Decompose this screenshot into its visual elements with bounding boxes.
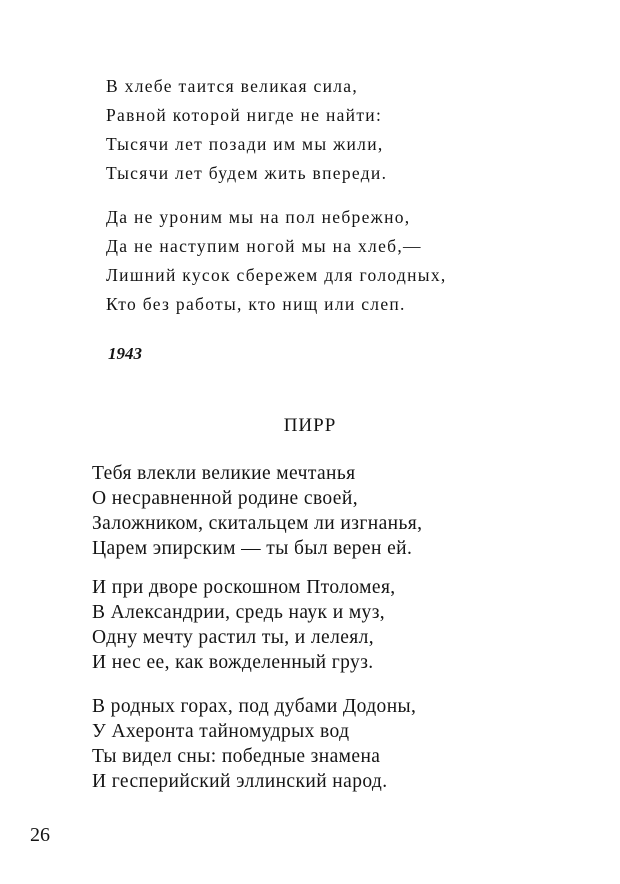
verse-line: Ты видел сны: победные знамена bbox=[92, 746, 381, 767]
verse-line: В хлебе таится великая сила, bbox=[106, 76, 359, 96]
verse-line: Тебя влекли великие мечтанья bbox=[92, 463, 356, 484]
verse-line: Лишний кусок сбережем для голодных, bbox=[106, 265, 447, 285]
verse-line: Одну мечту растил ты, и лелеял, bbox=[92, 627, 375, 648]
verse-line: Равной которой нигде не найти: bbox=[106, 105, 383, 125]
verse-line: И при дворе роскошном Птоломея, bbox=[92, 577, 396, 598]
verse-line: Тысячи лет позади им мы жили, bbox=[106, 134, 384, 154]
poem2-stanza-2 bbox=[92, 575, 396, 675]
verse-line: Заложником, скитальцем ли изгнанья, bbox=[92, 513, 423, 534]
verse-line: О несравненной родине своей, bbox=[92, 488, 358, 509]
verse-line: В родных горах, под дубами Додоны, bbox=[92, 696, 417, 717]
verse-line: Царем эпирским — ты был верен ей. bbox=[92, 538, 413, 559]
verse-line: Да не уроним мы на пол небрежно, bbox=[106, 207, 411, 227]
poem2-stanza-1 bbox=[92, 461, 422, 561]
verse-line: Тысячи лет будем жить впереди. bbox=[106, 163, 388, 183]
verse-line: И нес ее, как вожделенный груз. bbox=[92, 652, 374, 673]
page-number: 26 bbox=[30, 824, 50, 846]
poem2-stanza-3 bbox=[92, 694, 416, 794]
poem1-stanza-1 bbox=[106, 72, 387, 188]
poem2-title: ПИРР bbox=[283, 415, 337, 436]
verse-line: Кто без работы, кто нищ или слеп. bbox=[106, 294, 406, 314]
verse-line: И гесперийский эллинский народ. bbox=[92, 771, 388, 792]
verse-line: Да не наступим ногой мы на хлеб,— bbox=[106, 236, 422, 256]
poem1-stanza-2 bbox=[106, 203, 447, 319]
poem1-year: 1943 bbox=[108, 344, 142, 363]
verse-line: У Ахеронта тайномудрых вод bbox=[92, 721, 350, 742]
verse-line: В Александрии, средь наук и муз, bbox=[92, 602, 386, 623]
